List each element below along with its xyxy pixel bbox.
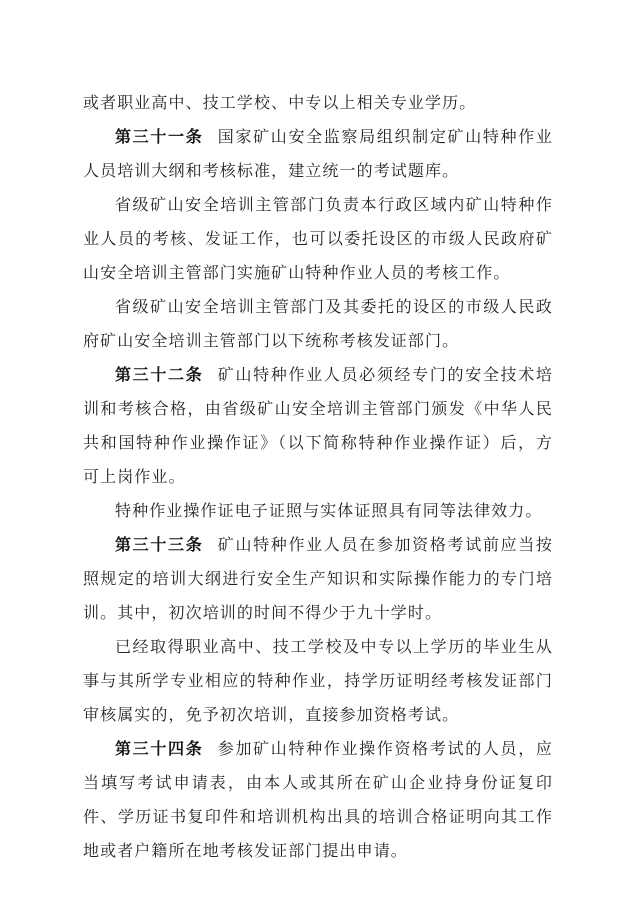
- paragraph-continuation: [83, 86, 553, 120]
- article-33: [83, 528, 553, 630]
- article-32: [83, 358, 553, 494]
- paragraph-text: 特种作业操作证电子证照与实体证照具有同等法律效力。: [115, 501, 543, 520]
- article-34: [83, 732, 553, 868]
- article-label: 第三十四条: [115, 739, 204, 758]
- article-label: 第三十三条: [115, 535, 204, 554]
- paragraph-text: 省级矿山安全培训主管部门负责本行政区域内矿山特种作业人员的考核、发证工作，也可以委托设区的市级人民政府矿山安全培训主管部门实施矿山特种作业人员的考核工作。: [83, 195, 553, 282]
- paragraph-text: 矿山特种作业人员在参加资格考试前应当按照规定的培训大纲进行安全生产知识和实际操作能力的专门培训。其中，初次培训的时间不得少于九十学时。: [83, 535, 553, 622]
- paragraph-text: 或者职业高中、技工学校、中专以上相关专业学历。: [83, 93, 477, 112]
- article-label: 第三十一条: [115, 127, 204, 146]
- article-32-clause-2: [83, 494, 553, 528]
- document-body: [83, 86, 553, 868]
- article-31-clause-3: [83, 290, 553, 358]
- article-33-clause-2: [83, 630, 553, 732]
- article-label: 第三十二条: [115, 365, 204, 384]
- paragraph-text: 矿山特种作业人员必须经专门的安全技术培训和考核合格，由省级矿山安全培训主管部门颁发《中华人民共和国特种作业操作证》（以下简称特种作业操作证）后，方可上岗作业。: [83, 365, 553, 486]
- article-31: [83, 120, 553, 188]
- paragraph-text: 参加矿山特种作业操作资格考试的人员，应当填写考试申请表，由本人或其所在矿山企业持身份证复印件、学历证书复印件和培训机构出具的培训合格证明向其工作地或者户籍所在地考核发证部门提出申请。: [83, 739, 553, 860]
- paragraph-text: 省级矿山安全培训主管部门及其委托的设区的市级人民政府矿山安全培训主管部门以下统称考核发证部门。: [83, 297, 553, 350]
- paragraph-text: 国家矿山安全监察局组织制定矿山特种作业人员培训大纲和考核标准，建立统一的考试题库。: [83, 127, 553, 180]
- article-31-clause-2: [83, 188, 553, 290]
- paragraph-text: 已经取得职业高中、技工学校及中专以上学历的毕业生从事与其所学专业相应的特种作业，持学历证明经考核发证部门审核属实的，免予初次培训，直接参加资格考试。: [83, 637, 553, 724]
